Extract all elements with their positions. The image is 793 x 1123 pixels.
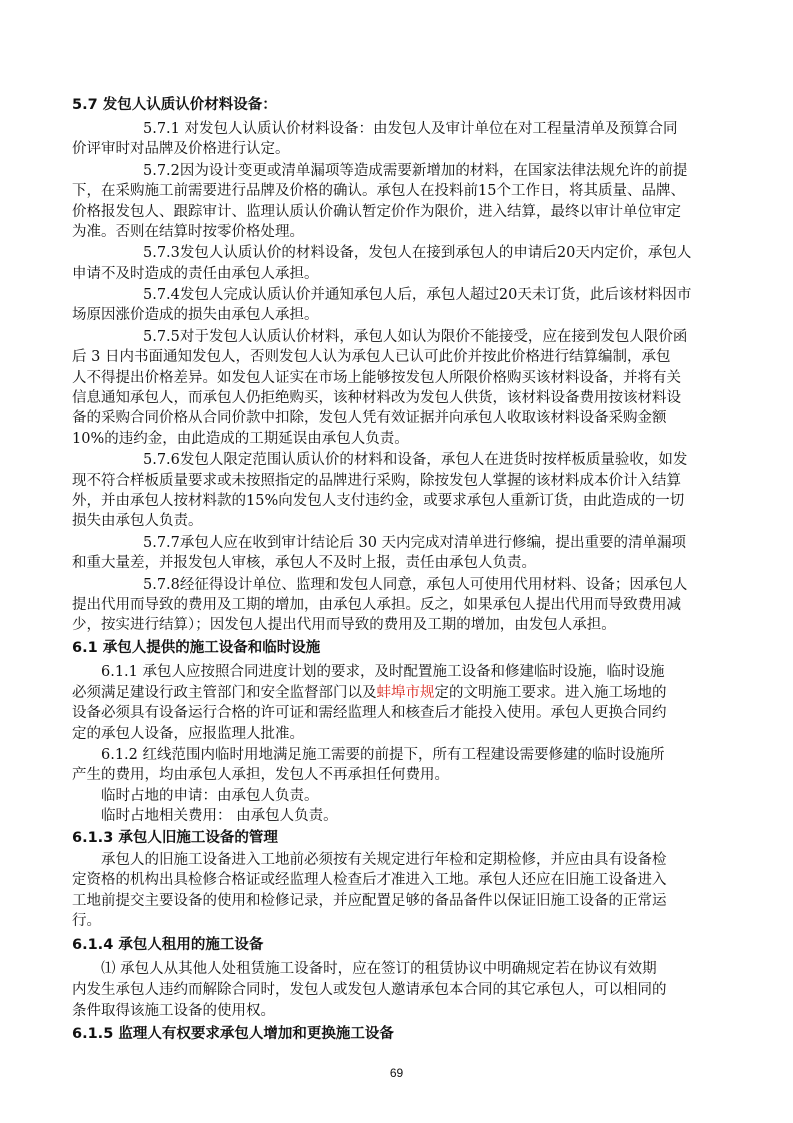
paragraph-line: 5.7.8经征得设计单位、监理和发包人同意，承包人可使用代用材料、设备；因承包人 [143, 576, 688, 593]
paragraph-line: 人不得提出价格差异。如发包人证实在市场上能够按发包人所限价格购买该材料设备，并将有关 [72, 369, 681, 386]
paragraph-line: 提出代用而导致的费用及工期的增加，由承包人承担。反之，如果承包人提出代用而导致费用减 [72, 596, 681, 613]
heading-6-1-5: 6.1.5 监理人有权要求承包人增加和更换施工设备 [72, 1026, 394, 1042]
paragraph-line: 设备必须具有设备运行合格的许可证和需经监理人和核查后才能投入使用。承包人更换合同约 [72, 705, 667, 722]
paragraph-line: 价格报发包人、跟踪审计、监理认质认价确认暂定价作为限价，进入结算，最终以审计单位审定 [72, 203, 681, 220]
paragraph-line: 申请不及时造成的责任由承包人承担。 [72, 265, 319, 282]
paragraph-line: 产生的费用，均由承包人承担，发包人不再承担任何费用。 [72, 767, 449, 784]
paragraph-line: 临时占地的申请：由承包人负责。 [101, 787, 319, 804]
paragraph-line: 场原因涨价造成的损失由承包人承担。 [72, 307, 319, 324]
heading-5-7: 5.7 发包人认质认价材料设备： [72, 97, 277, 113]
paragraph-line: 备的采购合同价格从合同价款中扣除，发包人凭有效证据并向承包人收取该材料设备采购金额 [72, 410, 667, 427]
text-segment: 定的文明施工要求。进入施工场地的 [434, 684, 667, 701]
paragraph-line: 5.7.7承包人应在收到审计结论后 30 天内完成对清单进行修编，提出重要的清单漏项 [143, 534, 687, 551]
paragraph-line: 定的承包人设备，应报监理人批准。 [72, 725, 304, 742]
paragraph-line: 5.7.5对于发包人认质认价材料，承包人如认为限价不能接受，应在接到发包人限价函 [143, 328, 688, 345]
paragraph-line: 工地前提交主要设备的使用和检修记录，并应配置足够的备品备件以保证旧施工设备的正常运 [72, 892, 667, 909]
paragraph-line: 后 3 日内书面通知发包人，否则发包人认为承包人已认可此价并按此价格进行结算编制，承包 [72, 349, 671, 366]
paragraph-line: 内发生承包人违约而解除合同时，发包人或发包人邀请承包本合同的其它承包人，可以相同的 [72, 982, 667, 998]
paragraph-line: 行。 [72, 913, 101, 929]
paragraph-line: 和重大量差，并报发包人审核，承包人不及时上报，责任由承包人负责。 [72, 555, 536, 572]
paragraph-line: 5.7.2因为设计变更或清单漏项等造成需要新增加的材料，在国家法律法规允许的前提 [143, 162, 688, 179]
paragraph-line: 条件取得该施工设备的使用权。 [72, 1003, 275, 1019]
paragraph-line: 外，并由承包人按材料款的15%向发包人支付违约金，或要求承包人重新订货，由此造成的一切 [72, 493, 685, 509]
paragraph-line: 定资格的机构出具检修合格证或经监理人检查后才准进入工地。承包人还应在旧施工设备进入 [72, 872, 667, 889]
highlighted-city-text: 蚌埠市规 [376, 684, 435, 701]
paragraph-line: 6.1.2 红线范围内临时用地满足施工需要的前提下，所有工程建设需要修建的临时设施所 [101, 747, 665, 763]
paragraph-line: 5.7.1 对发包人认质认价材料设备：由发包人及审计单位在对工程量清单及预算合同 [143, 121, 678, 137]
paragraph-line: 下，在采购施工前需要进行品牌及价格的确认。承包人在投料前15个工作日，将其质量、品牌、 [72, 183, 685, 200]
heading-6-1: 6.1 承包人提供的施工设备和临时设施 [72, 640, 321, 657]
paragraph-line: 5.7.6发包人限定范围认质认价的材料和设备，承包人在进货时按样板质量验收，如发 [143, 452, 688, 469]
text-segment: 必须满足建设行政主管部门和安全监督部门以及 [72, 684, 377, 701]
heading-6-1-3: 6.1.3 承包人旧施工设备的管理 [72, 829, 278, 846]
paragraph-line: 现不符合样板质量要求或未按照指定的品牌进行采购，除按发包人掌握的该材料成本价计入结算 [72, 472, 681, 489]
paragraph-line: 价评审时对品牌及价格进行认定。 [72, 141, 290, 158]
paragraph-line: 承包人的旧施工设备进入工地前必须按有关规定进行年检和定期检修，并应由具有设备检 [101, 851, 667, 868]
paragraph-line: 临时占地相关费用： 由承包人负责。 [101, 808, 338, 825]
paragraph-line: 为准。否则在结算时按零价格处理。 [72, 224, 304, 240]
page-number: 69 [389, 1066, 404, 1080]
paragraph-line: ⑴ 承包人从其他人处租赁施工设备时，应在签订的租赁协议中明确规定若在协议有效期 [101, 961, 657, 977]
paragraph-line: 信息通知承包人，而承包人仍拒绝购买，该种材料改为发包人供货，该材料设备费用按该材料设 [72, 390, 681, 406]
paragraph-line: 6.1.1 承包人应按照合同进度计划的要求，及时配置施工设备和修建临时设施，临时设施 [101, 664, 665, 681]
paragraph-line: 5.7.3发包人认质认价的材料设备，发包人在接到承包人的申请后20天内定价，承包人 [143, 245, 692, 262]
paragraph-line: 少，按实进行结算）；因发包人提出代用而导致的费用及工期的增加，由发包人承担。 [72, 617, 616, 634]
heading-6-1-4: 6.1.4 承包人租用的施工设备 [72, 937, 264, 953]
paragraph-line: 10%的违约金，由此造成的工期延误由承包人负责。 [72, 430, 409, 447]
paragraph-line: 5.7.4发包人完成认质认价并通知承包人后，承包人超过20天未订货，此后该材料因市 [143, 287, 692, 303]
paragraph-line: 损失由承包人负责。 [72, 513, 203, 530]
